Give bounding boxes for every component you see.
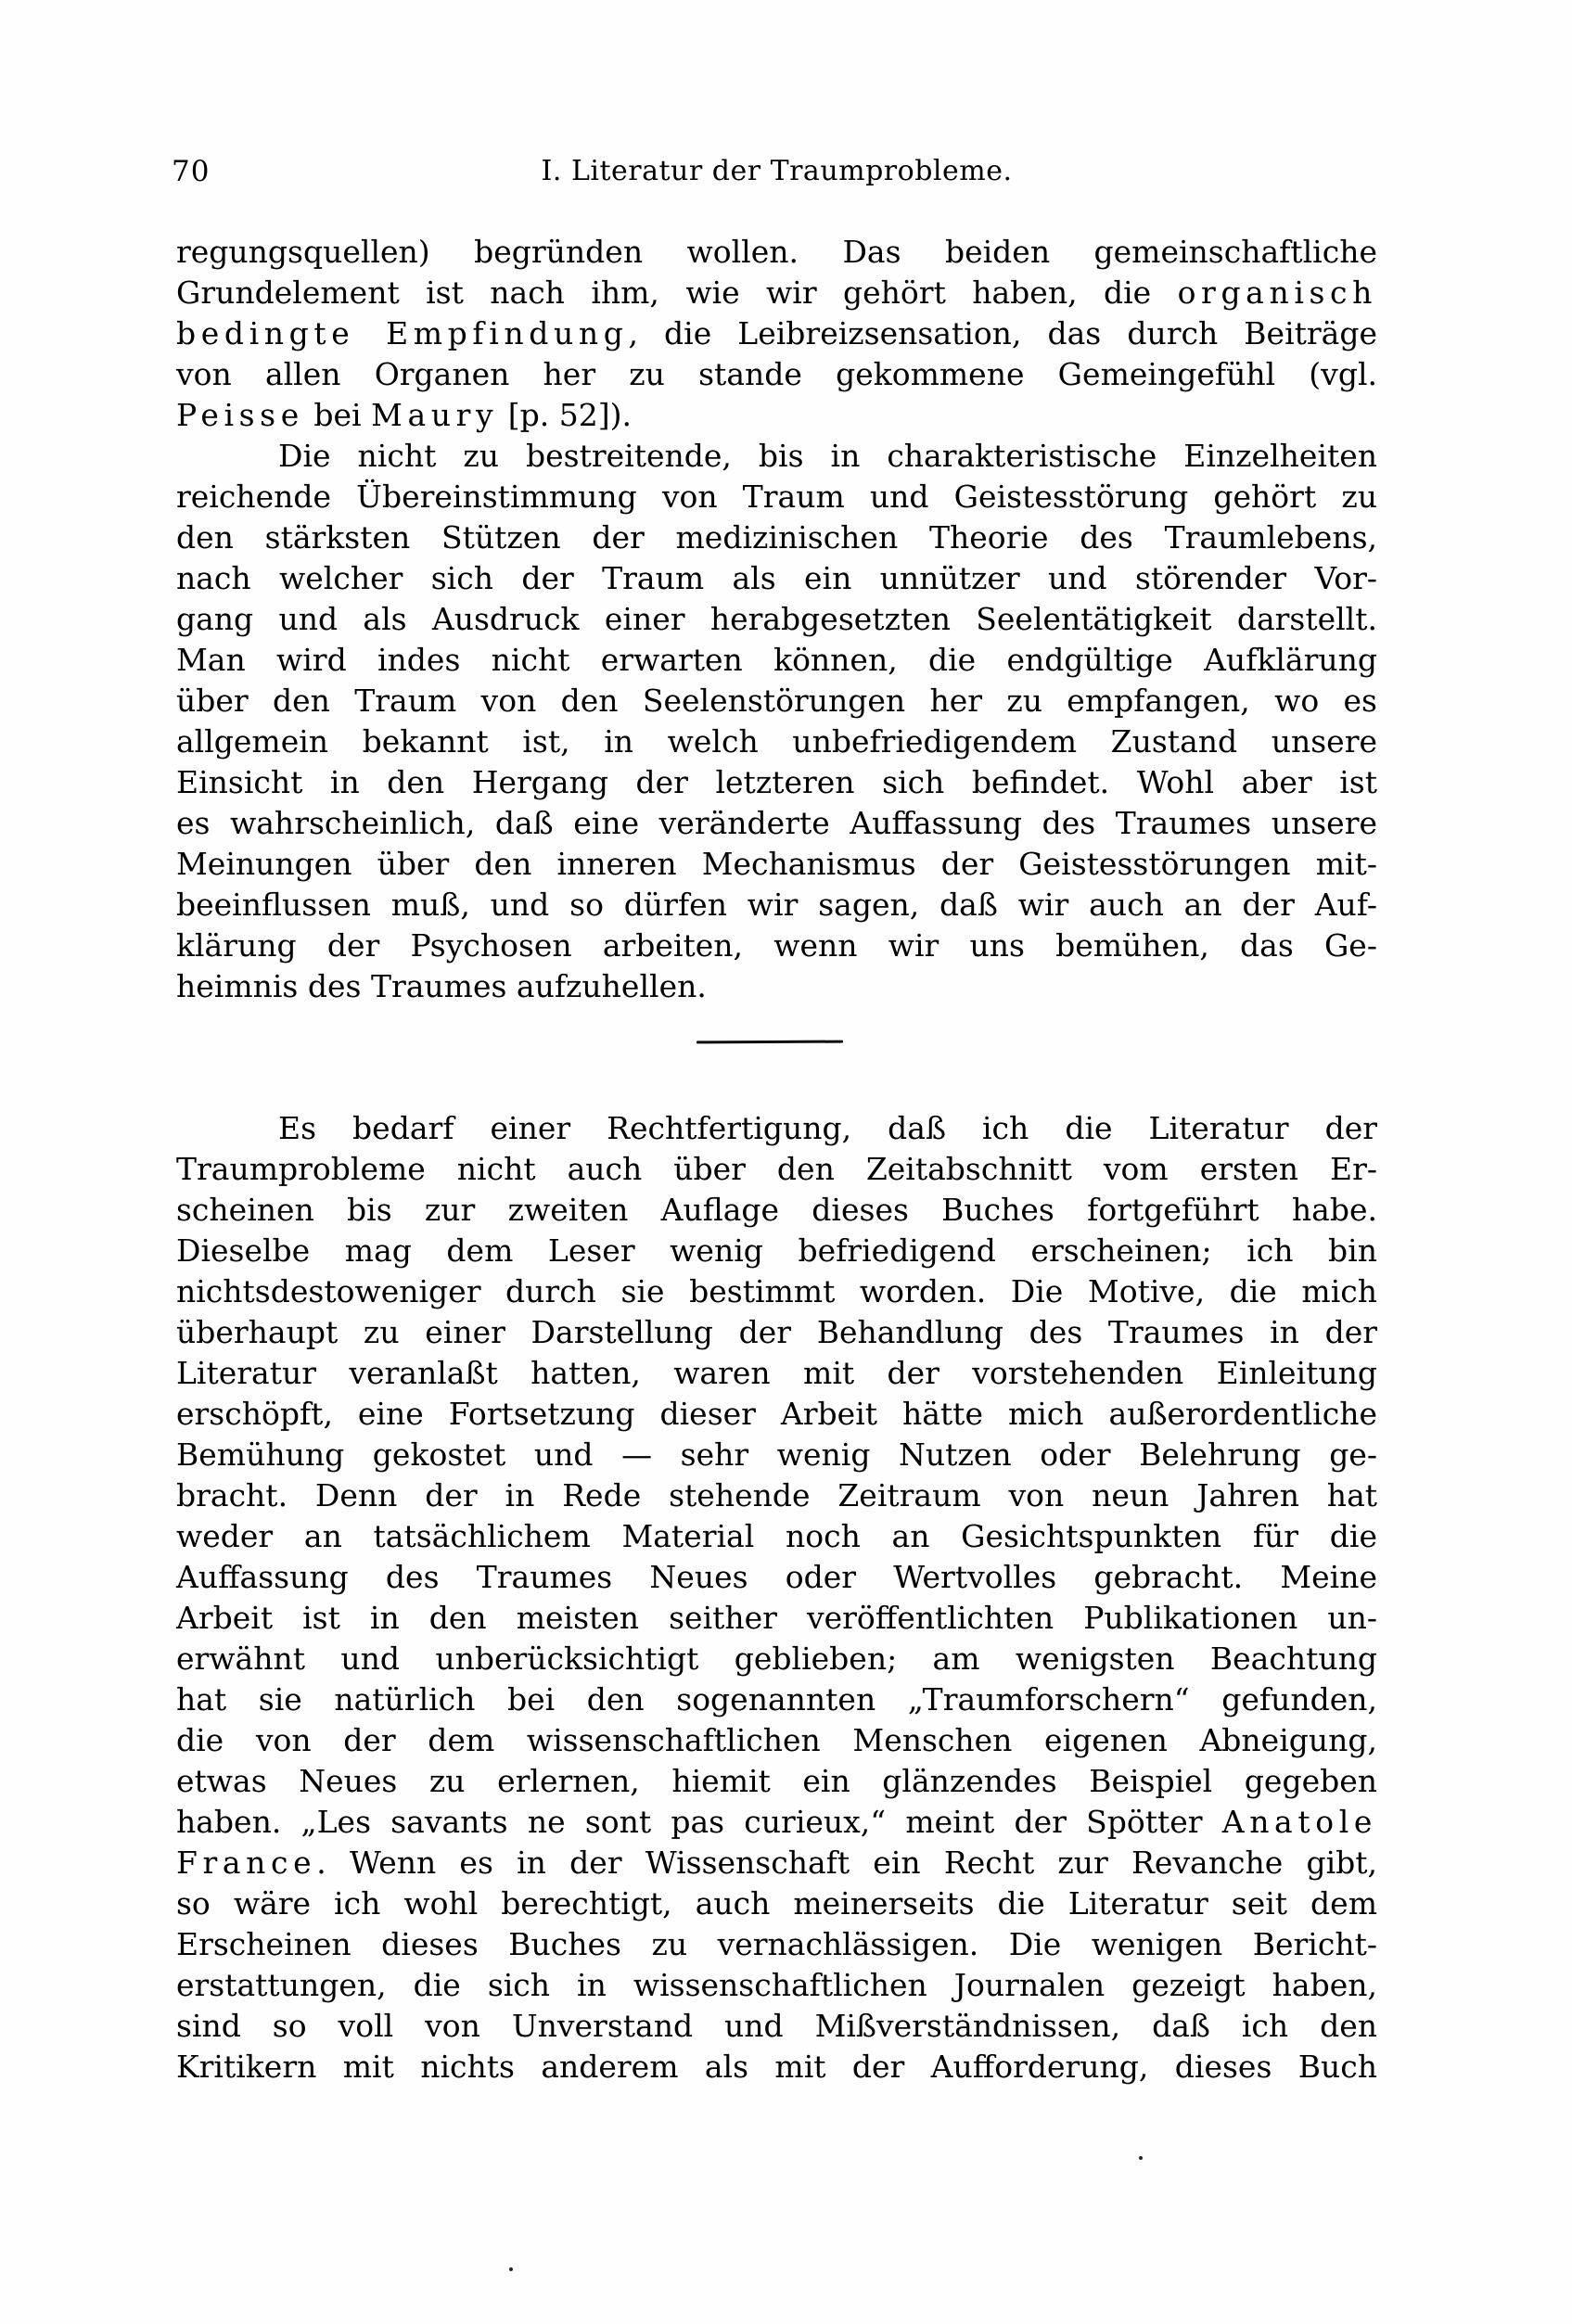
- text-line: [176, 1883, 1377, 1924]
- text-line: [176, 844, 1377, 885]
- text-line: [176, 1598, 1377, 1639]
- text-segment: Arbeit ist in den meisten seither veröffentlichten Publikationen un-: [176, 1600, 1377, 1636]
- text-segment: heimnis des Traumes aufzuhellen.: [176, 968, 707, 1004]
- running-title: I. Literatur der Traumprobleme.: [541, 155, 1013, 187]
- text-line: [176, 1271, 1377, 1312]
- text-line: [176, 1394, 1377, 1435]
- text-segment: Traumprobleme nicht auch über den Zeitabschnitt vom ersten Er-: [176, 1151, 1377, 1187]
- text-segment: Meinungen über den inneren Mechanismus der Geistesstörungen mit-: [176, 846, 1377, 882]
- text-segment: hat sie natürlich bei den sogenannten „Traumforschern“ gefunden,: [176, 1681, 1377, 1717]
- text-line: [176, 517, 1377, 558]
- text-line: [176, 1802, 1377, 1843]
- text-segment: gang und als Ausdruck einer herabgesetzten Seelentätigkeit darstellt.: [176, 601, 1377, 637]
- text-segment: . Wenn es in der Wissenschaft ein Recht zur Revanche gibt,: [316, 1845, 1377, 1881]
- text-line: [176, 313, 1377, 354]
- text-segment: sind so voll von Unverstand und Mißverständnissen, daß ich den: [176, 2008, 1377, 2044]
- text-line: [176, 1557, 1377, 1598]
- text-segment: weder an tatsächlichem Material noch an Gesichtspunkten für die: [176, 1518, 1377, 1554]
- page-header: [172, 150, 1377, 193]
- text-segment: von allen Organen her zu stande gekommene Gemeingefühl (vgl.: [176, 356, 1377, 392]
- text-segment: die von der dem wissenschaftlichen Menschen eigenen Abneigung,: [176, 1722, 1377, 1758]
- text-segment: überhaupt zu einer Darstellung der Behandlung des Traumes in der: [176, 1314, 1377, 1350]
- text-segment: reichende Übereinstimmung von Traum und Geistesstörung gehört zu: [176, 479, 1377, 515]
- text-segment: Bemühung gekostet und — sehr wenig Nutzen oder Belehrung ge-: [176, 1437, 1377, 1473]
- text-line: [176, 558, 1377, 599]
- text-line: [176, 1965, 1377, 2006]
- text-segment: Es bedarf einer Rechtfertigung, daß ich die Literatur der: [278, 1110, 1377, 1146]
- text-line: [176, 1435, 1377, 1475]
- paragraph: [176, 1108, 1377, 2088]
- text-segment: bei: [303, 397, 372, 433]
- text-segment: organisch: [1177, 275, 1377, 311]
- text-line: [176, 1475, 1377, 1516]
- text-line: [176, 1761, 1377, 1802]
- text-segment: [p. 52]).: [498, 397, 632, 433]
- text-segment: Grundelement ist nach ihm, wie wir gehört haben, die: [176, 275, 1178, 311]
- text-segment: Dieselbe mag dem Leser wenig befriedigend erscheinen; ich bin: [176, 1232, 1377, 1269]
- text-segment: Einsicht in den Hergang der letzteren sich befindet. Wohl aber ist: [176, 764, 1377, 800]
- text-line: [176, 2047, 1377, 2088]
- paragraph: [176, 436, 1377, 1007]
- text-segment: France: [176, 1845, 317, 1881]
- text-line: [176, 885, 1377, 926]
- text-line: [176, 1149, 1377, 1190]
- text-segment: Man wird indes nicht erwarten können, die endgültige Aufklärung: [176, 642, 1377, 678]
- text-line: [176, 1679, 1377, 1720]
- text-segment: nach welcher sich der Traum als ein unnützer und störender Vor-: [176, 560, 1377, 596]
- text-line: [176, 232, 1377, 273]
- scan-speck: [509, 2267, 513, 2271]
- text-line: [176, 1312, 1377, 1353]
- text-segment: Maury: [371, 397, 499, 433]
- text-line: [176, 2006, 1377, 2047]
- text-segment: erschöpft, eine Fortsetzung dieser Arbeit hätte mich außerordentliche: [176, 1396, 1377, 1432]
- text-line: [176, 721, 1377, 762]
- text-segment: beeinflussen muß, und so dürfen wir sagen, daß wir auch an der Auf-: [176, 887, 1377, 923]
- text-body: [176, 232, 1377, 2088]
- text-line: [176, 1353, 1377, 1394]
- text-line: [176, 1843, 1377, 1883]
- text-segment: allgemein bekannt ist, in welch unbefriedigendem Zustand unsere: [176, 723, 1377, 760]
- text-segment: klärung der Psychosen arbeiten, wenn wir uns bemühen, das Ge-: [176, 927, 1377, 964]
- text-segment: so wäre ich wohl berechtigt, auch meinerseits die Literatur seit dem: [176, 1885, 1377, 1922]
- text-line: [176, 762, 1377, 803]
- text-segment: es wahrscheinlich, daß eine veränderte Auffassung des Traumes unsere: [176, 805, 1377, 841]
- text-line: [176, 681, 1377, 721]
- text-line: [176, 395, 1377, 436]
- text-segment: Kritikern mit nichts anderem als mit der Aufforderung, dieses Buch: [176, 2049, 1377, 2085]
- text-line: [176, 436, 1377, 477]
- scan-speck: [1139, 2156, 1143, 2160]
- text-segment: den stärksten Stützen der medizinischen Theorie des Traumlebens,: [176, 519, 1377, 555]
- text-line: [176, 1108, 1377, 1149]
- paragraph: [176, 232, 1377, 436]
- text-line: [176, 1924, 1377, 1965]
- text-segment: Erscheinen dieses Buches zu vernachlässigen. Die wenigen Bericht-: [176, 1926, 1377, 1962]
- text-segment: Literatur veranlaßt hatten, waren mit der vorstehenden Einleitung: [176, 1355, 1377, 1391]
- text-line: [176, 1720, 1377, 1761]
- text-segment: regungsquellen) begründen wollen. Das beiden gemeinschaftliche: [176, 234, 1377, 270]
- text-segment: erstattungen, die sich in wissenschaftlichen Journalen gezeigt haben,: [176, 1967, 1377, 2003]
- text-line: [176, 640, 1377, 681]
- text-line: [176, 1190, 1377, 1231]
- text-line: [176, 803, 1377, 844]
- text-line: [176, 966, 1377, 1007]
- text-segment: Die nicht zu bestreitende, bis in charakteristische Einzelheiten: [278, 438, 1377, 474]
- text-segment: erwähnt und unberücksichtigt geblieben; am wenigsten Beachtung: [176, 1641, 1377, 1677]
- text-segment: nichtsdestoweniger durch sie bestimmt worden. Die Motive, die mich: [176, 1273, 1377, 1309]
- text-segment: haben. „Les savants ne sont pas curieux,“ meint der Spötter: [176, 1804, 1222, 1840]
- text-line: [176, 1639, 1377, 1679]
- section-divider: [696, 1041, 842, 1044]
- text-segment: etwas Neues zu erlernen, hiemit ein glänzendes Beispiel gegeben: [176, 1763, 1377, 1799]
- text-segment: bracht. Denn der in Rede stehende Zeitraum von neun Jahren hat: [176, 1477, 1377, 1513]
- text-line: [176, 477, 1377, 517]
- page-number: 70: [172, 155, 211, 188]
- text-line: [176, 1516, 1377, 1557]
- text-segment: Peisse: [176, 397, 304, 433]
- text-segment: Auffassung des Traumes Neues oder Wertvolles gebracht. Meine: [176, 1559, 1377, 1595]
- text-line: [176, 926, 1377, 966]
- text-segment: bedingte Empfindung: [176, 315, 629, 351]
- text-line: [176, 354, 1377, 395]
- text-segment: , die Leibreizsensation, das durch Beiträge: [628, 315, 1377, 351]
- text-line: [176, 1231, 1377, 1271]
- text-segment: Anatole: [1221, 1804, 1377, 1840]
- text-segment: über den Traum von den Seelenstörungen her zu empfangen, wo es: [176, 683, 1377, 719]
- text-segment: scheinen bis zur zweiten Auflage dieses Buches fortgeführt habe.: [176, 1192, 1377, 1228]
- text-line: [176, 273, 1377, 313]
- text-line: [176, 599, 1377, 640]
